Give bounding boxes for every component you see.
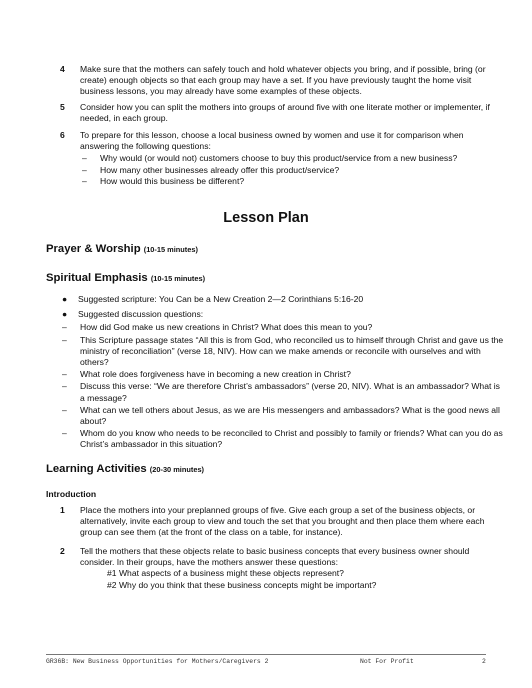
- bullet-icon: ●: [62, 294, 68, 304]
- discussion-questions: [60, 322, 505, 450]
- list-item: – Why would (or would not) customers choose to buy this product/service from a new business?: [80, 153, 500, 164]
- prep-item-5: [60, 102, 500, 124]
- learning-heading: [46, 463, 204, 475]
- item-text: Tell the mothers that these objects relate to basic business concepts that every business owner should consider. In their groups, have the mothers answer these questions:: [80, 546, 470, 568]
- section-title: Spiritual Emphasis: [46, 272, 148, 284]
- list-item: – How would this business be different?: [80, 176, 500, 187]
- list-item: – What role does forgiveness have in becoming a new creation in Christ?: [60, 369, 505, 380]
- list-item: – This Scripture passage states “All this is from God, who reconciled us to himself through Christ and gave us the ministry of reconciliation” (verse 18, NIV). How can we make amends or reconcile with ourselves and with others?: [60, 335, 505, 369]
- section-title: Learning Activities: [46, 463, 147, 475]
- prayer-heading: [46, 243, 198, 255]
- prep-item-6: [60, 130, 500, 187]
- item-number: 4: [60, 64, 65, 74]
- item-number: 6: [60, 130, 65, 140]
- footer-not-for-profit: Not For Profit: [360, 658, 414, 665]
- comparison-questions: [80, 153, 500, 187]
- section-title: Prayer & Worship: [46, 243, 141, 255]
- activity-item-2: [60, 546, 500, 591]
- spiritual-heading: [46, 272, 205, 284]
- questions-label: Suggested discussion questions:: [78, 309, 204, 320]
- list-item: – Whom do you know who needs to be reconciled to Christ and possibly to family or friends? What can you do as Christ’s ambassador in this situation?: [60, 428, 505, 450]
- list-item: – Discuss this verse: “We are therefore Christ’s ambassadors” (verse 20, NIV). What is an ambassador? What is a message?: [60, 381, 505, 403]
- activity-item-1: [60, 505, 500, 539]
- footer-divider: [46, 654, 486, 655]
- introduction-heading: Introduction: [46, 489, 97, 499]
- footer-course-title: GR36B: New Business Opportunities for Mothers/Caregivers 2: [46, 658, 269, 665]
- section-time: (20-30 minutes): [149, 465, 205, 474]
- item-number: 5: [60, 102, 65, 112]
- list-item: – How many other businesses already offer this product/service?: [80, 165, 500, 176]
- item-text: To prepare for this lesson, choose a local business owned by women and use it for comparison when answering the following questions:: [80, 130, 464, 152]
- item-number: 2: [60, 546, 65, 556]
- page-title: Lesson Plan: [223, 210, 309, 226]
- item-text: Consider how you can split the mothers into groups of around five with one literate mother or implementer, if needed, in each group.: [80, 102, 490, 124]
- bullet-icon: ●: [62, 309, 68, 320]
- section-time: (10-15 minutes): [143, 245, 198, 254]
- prep-item-4: [60, 64, 500, 98]
- group-question-1: #1 What aspects of a business might these objects represent?: [107, 568, 344, 579]
- item-text: Make sure that the mothers can safely touch and hold whatever objects you bring, and if possible, bring (or create) enough objects so that each group may have a set. If you have previously taught the home visit business lessons, you may already have some examples of these objects.: [80, 64, 486, 97]
- group-question-2: #2 Why do you think that these business concepts might be important?: [107, 579, 377, 590]
- questions-bullet: [60, 309, 505, 320]
- item-number: 1: [60, 505, 65, 515]
- scripture-bullet: [60, 294, 505, 305]
- item-text: Place the mothers into your preplanned groups of five. Give each group a set of the business objects, or alternatively, invite each group to view and touch the set that you brought and then place them where each group can see them (at the front of the class on a table, for instance).: [80, 505, 485, 538]
- scripture-text: Suggested scripture: You Can be a New Creation 2—2 Corinthians 5:16-20: [78, 294, 364, 304]
- spiritual-content: [60, 294, 505, 452]
- section-time: (10-15 minutes): [150, 274, 206, 283]
- list-item: – What can we tell others about Jesus, as we are His messengers and ambassadors? What is the good news all about?: [60, 405, 505, 427]
- list-item: – How did God make us new creations in Christ? What does this mean to you?: [60, 322, 505, 333]
- page-number: 2: [482, 658, 486, 665]
